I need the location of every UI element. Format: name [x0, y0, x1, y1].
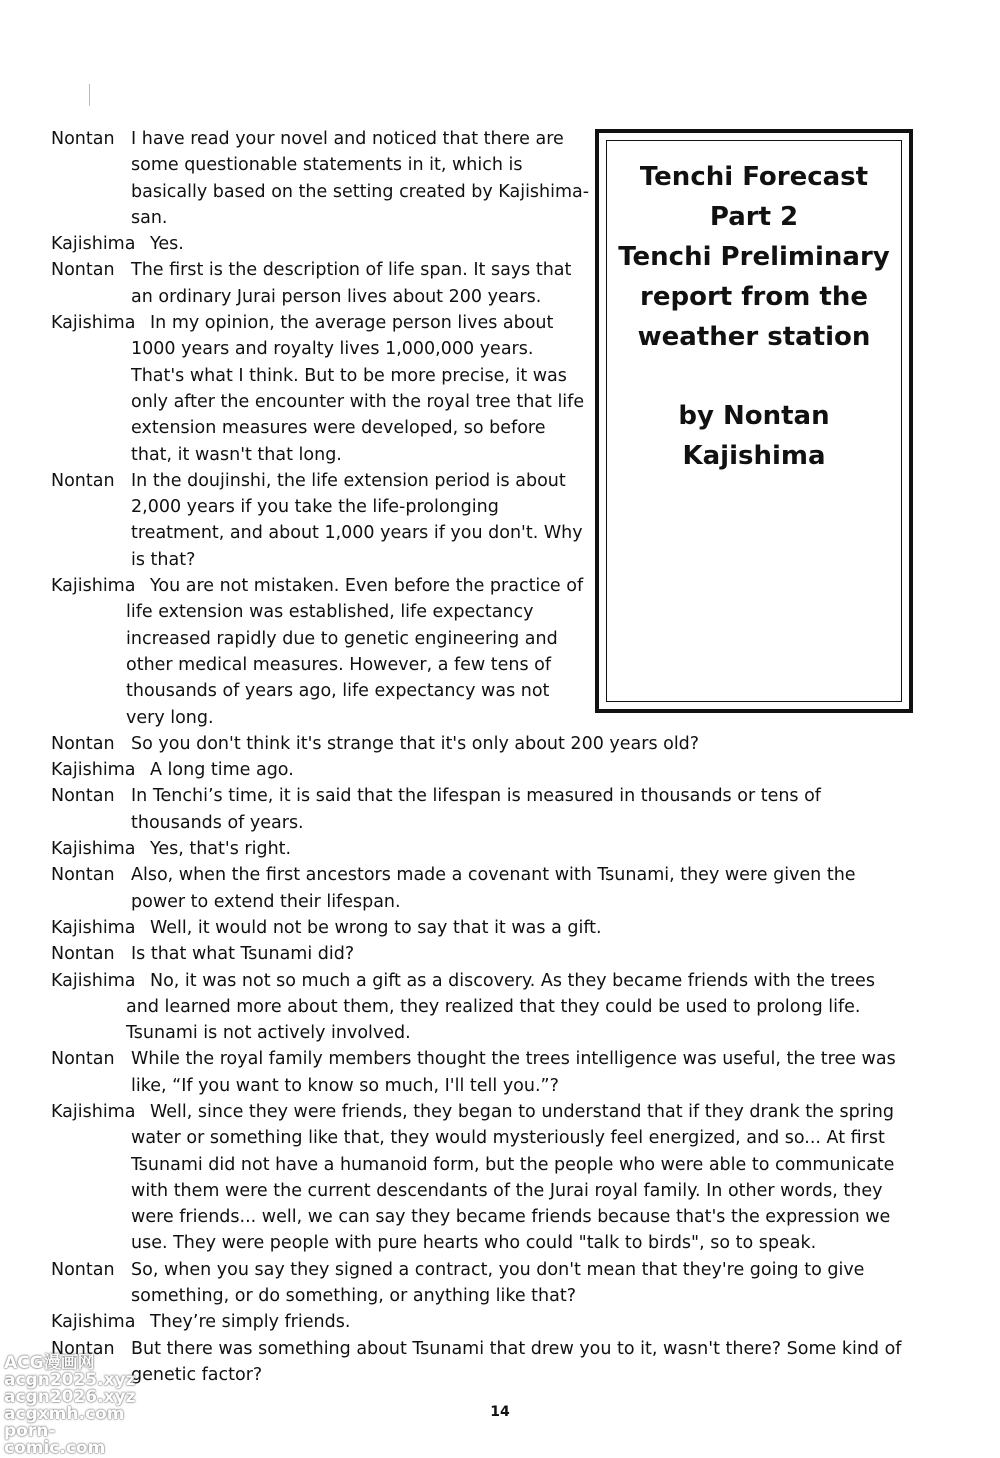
speech-text: In the doujinshi, the life extension period is about 2,000 years if you take the life-prolonging treatment, and about 1,000 years if you don't. Why is that?: [131, 470, 583, 570]
watermark-line: acgn2026.xyz: [4, 1387, 136, 1407]
speech-text: While the royal family members thought the trees intelligence was useful, the tree was like, “If you want to know so much, I'll tell you.”?: [131, 1049, 896, 1096]
speaker-name: Kajishima: [51, 970, 136, 991]
speech-text: The first is the description of life span. It says that an ordinary Jurai person lives about 200 years.: [131, 260, 572, 307]
dialogue: [51, 126, 911, 1388]
speech-text: Yes.: [150, 234, 184, 255]
speech-text: A long time ago.: [150, 760, 294, 781]
speech-text: So, when you say they signed a contract, you don't mean that they're going to give something, or do something, or anything like that?: [131, 1259, 865, 1307]
speaker-name: Kajishima: [51, 1101, 136, 1122]
speaker-name: Kajishima: [51, 917, 136, 938]
speaker-name: Kajishima: [51, 1312, 136, 1333]
dialogue-entry: [51, 231, 591, 257]
speech-text: So you don't think it's strange that it's only about 200 years old?: [131, 733, 700, 754]
speaker-name: Nontan: [51, 1049, 115, 1070]
dialogue-entry: [51, 783, 911, 836]
speech-text: But there was something about Tsunami that drew you to it, wasn't there? Some kind of genetic factor?: [131, 1338, 902, 1385]
dialogue-entry: [51, 862, 911, 915]
dialogue-entry: [51, 1046, 911, 1099]
box-title-author: by Nontan Kajishima: [678, 401, 830, 471]
watermark-line: acgn2025.xyz: [4, 1370, 136, 1390]
speaker-name: Nontan: [51, 129, 115, 149]
speech-text: They’re simply friends.: [150, 1312, 351, 1333]
speech-text: Is that what Tsunami did?: [131, 944, 355, 965]
dialogue-entry: [51, 1099, 911, 1257]
dialogue-entry: [51, 573, 591, 731]
speech-text: You are not mistaken. Even before the practice of life extension was established, life expectancy increased rapidly due to genetic engineering and other medical measures. However, a few tens of thousands of years ago, life expectancy was not very long.: [126, 576, 584, 728]
speaker-name: Kajishima: [51, 839, 136, 860]
box-title-line1: Tenchi Forecast Part 2: [639, 162, 869, 232]
speaker-name: Nontan: [51, 1338, 115, 1359]
watermark-line: ACG漫画网: [4, 1353, 95, 1373]
dialogue-entry: [51, 836, 911, 862]
watermark-line: porn-comic.com: [4, 1421, 106, 1458]
page-number: 14: [490, 1404, 510, 1420]
dialogue-entry: [51, 757, 911, 783]
dialogue-entry: [51, 126, 591, 231]
speaker-name: Nontan: [51, 786, 115, 807]
dialogue-entry: [51, 310, 591, 468]
dialogue-entry: [51, 968, 911, 1047]
speaker-name: Nontan: [51, 1259, 115, 1280]
dialogue-entry: [51, 731, 911, 757]
dialogue-entry: [51, 941, 911, 967]
watermark-line: acgxmh.com: [4, 1404, 125, 1424]
dialogue-entry: [51, 468, 591, 573]
speech-text: Also, when the first ancestors made a covenant with Tsunami, they were given the power to extend their lifespan.: [131, 865, 856, 912]
speaker-name: Nontan: [51, 470, 115, 491]
speaker-name: Nontan: [51, 733, 115, 754]
dialogue-entry: [51, 257, 591, 310]
scan-mark: [89, 84, 90, 106]
speaker-name: Nontan: [51, 260, 115, 281]
dialogue-entry: [51, 1309, 911, 1335]
speech-text: Well, since they were friends, they began to understand that if they drank the spring water or something like that, they would mysteriously feel energized, and so... At first Tsunami did not have a humanoid form, but the people who were able to communicate with them were the current descendants of the Jurai royal family. In other words, they were friends... well, we can say they became friends because that's the expression we use. They were people with pure hearts who could "talk to birds", so to speak.: [131, 1101, 895, 1254]
speaker-name: Kajishima: [51, 576, 136, 597]
speech-text: In Tenchi’s time, it is said that the lifespan is measured in thousands or tens of thousands of years.: [131, 786, 821, 833]
speech-text: No, it was not so much a gift as a discovery. As they became friends with the trees and learned more about them, they realized that they could be used to prolong life. Tsunami is not actively involved.: [126, 970, 875, 1044]
dialogue-entry: [51, 1257, 911, 1310]
speech-text: Well, it would not be wrong to say that it was a gift.: [150, 917, 602, 938]
speech-text: In my opinion, the average person lives about 1000 years and royalty lives 1,000,000 years. That's what I think. But to be more precise, it was only after the encounter with the royal tree that life extension measures were developed, so before that, it wasn't that long.: [131, 313, 585, 465]
dialogue-entry: [51, 1336, 911, 1389]
speech-text: Yes, that's right.: [150, 839, 292, 860]
speaker-name: Nontan: [51, 865, 115, 886]
box-title-line2: Tenchi Preliminary report from the weather station: [618, 242, 890, 352]
dialogue-entry: [51, 915, 911, 941]
speaker-name: Kajishima: [51, 234, 136, 255]
speaker-name: Kajishima: [51, 760, 136, 781]
speech-text: I have read your novel and noticed that there are some questionable statements in it, which is basically based on the setting created by Kajishima-san.: [131, 129, 590, 228]
speaker-name: Kajishima: [51, 313, 136, 334]
watermark: [0, 1353, 136, 1458]
speaker-name: Nontan: [51, 944, 115, 965]
